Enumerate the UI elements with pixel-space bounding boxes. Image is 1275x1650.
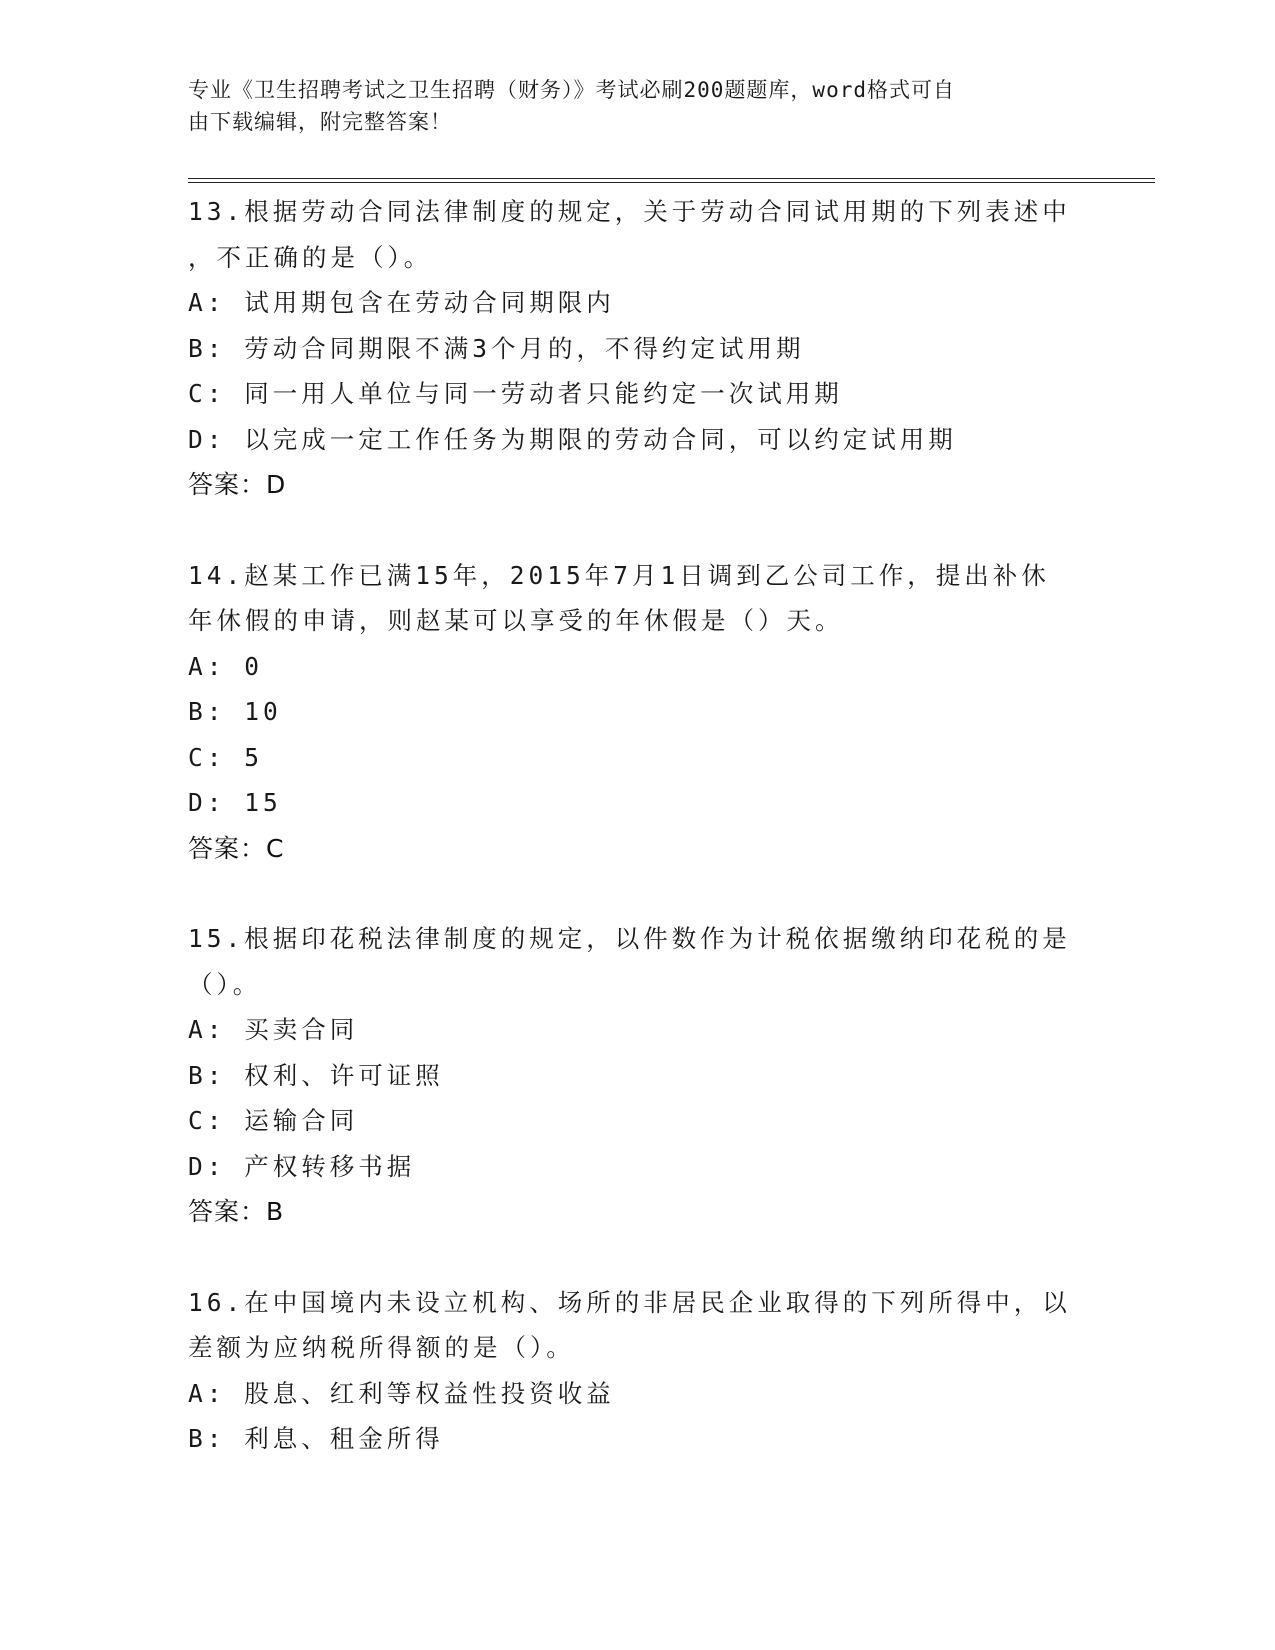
option-a: A: 试用期包含在劳动合同期限内 xyxy=(188,288,615,317)
answer: 答案：C xyxy=(188,833,285,863)
question-text-line: 16.在中国境内未设立机构、场所的非居民企业取得的下列所得中，以 xyxy=(188,1287,1071,1317)
option-b: B: 劳动合同期限不满3个月的，不得约定试用期 xyxy=(188,333,805,363)
question-text-line: 15.根据印花税法律制度的规定，以件数作为计税依据缴纳印花税的是 xyxy=(188,924,1071,953)
question-13 xyxy=(188,189,1088,508)
question-text-line: 差额为应纳税所得额的是（）。 xyxy=(188,1333,575,1362)
question-text-line: 14.赵某工作已满15年，2015年7月1日调到乙公司工作，提出补休 xyxy=(188,560,1050,590)
header-line-2: 由下载编辑，附完整答案！ xyxy=(188,110,452,134)
option-d: D: 以完成一定工作任务为期限的劳动合同，可以约定试用期 xyxy=(188,424,957,454)
option-d: D: 产权转移书据 xyxy=(188,1151,416,1181)
question-text-line: ，不正确的是（）。 xyxy=(188,242,433,272)
answer: 答案：D xyxy=(188,470,287,499)
option-a: A: 买卖合同 xyxy=(188,1015,359,1044)
header-line-1: 专业《卫生招聘考试之卫生招聘（财务）》考试必刷200题题库，word格式可自 xyxy=(188,78,955,102)
answer: 答案：B xyxy=(188,1197,285,1226)
question-list xyxy=(188,189,1088,1507)
option-c: C: 5 xyxy=(188,742,264,772)
option-b: B: 利息、租金所得 xyxy=(188,1424,444,1453)
option-d: D: 15 xyxy=(188,788,282,817)
option-a: A: 股息、红利等权益性投资收益 xyxy=(188,1378,615,1408)
option-b: B: 权利、许可证照 xyxy=(188,1060,444,1090)
document-header xyxy=(188,74,1068,138)
question-text-line: 13.根据劳动合同法律制度的规定，关于劳动合同试用期的下列表述中 xyxy=(188,197,1071,226)
option-c: C: 同一用人单位与同一劳动者只能约定一次试用期 xyxy=(188,379,843,408)
header-divider-bottom xyxy=(188,182,1155,183)
question-text-line: 年休假的申请，则赵某可以享受的年休假是（）天。 xyxy=(188,606,844,635)
option-b: B: 10 xyxy=(188,697,282,726)
question-text-line: （）。 xyxy=(188,969,262,999)
question-14 xyxy=(188,553,1088,872)
header-divider-top xyxy=(188,178,1155,179)
question-15 xyxy=(188,916,1088,1235)
option-a: A: 0 xyxy=(188,651,264,681)
option-c: C: 运输合同 xyxy=(188,1106,359,1135)
question-16 xyxy=(188,1280,1088,1462)
